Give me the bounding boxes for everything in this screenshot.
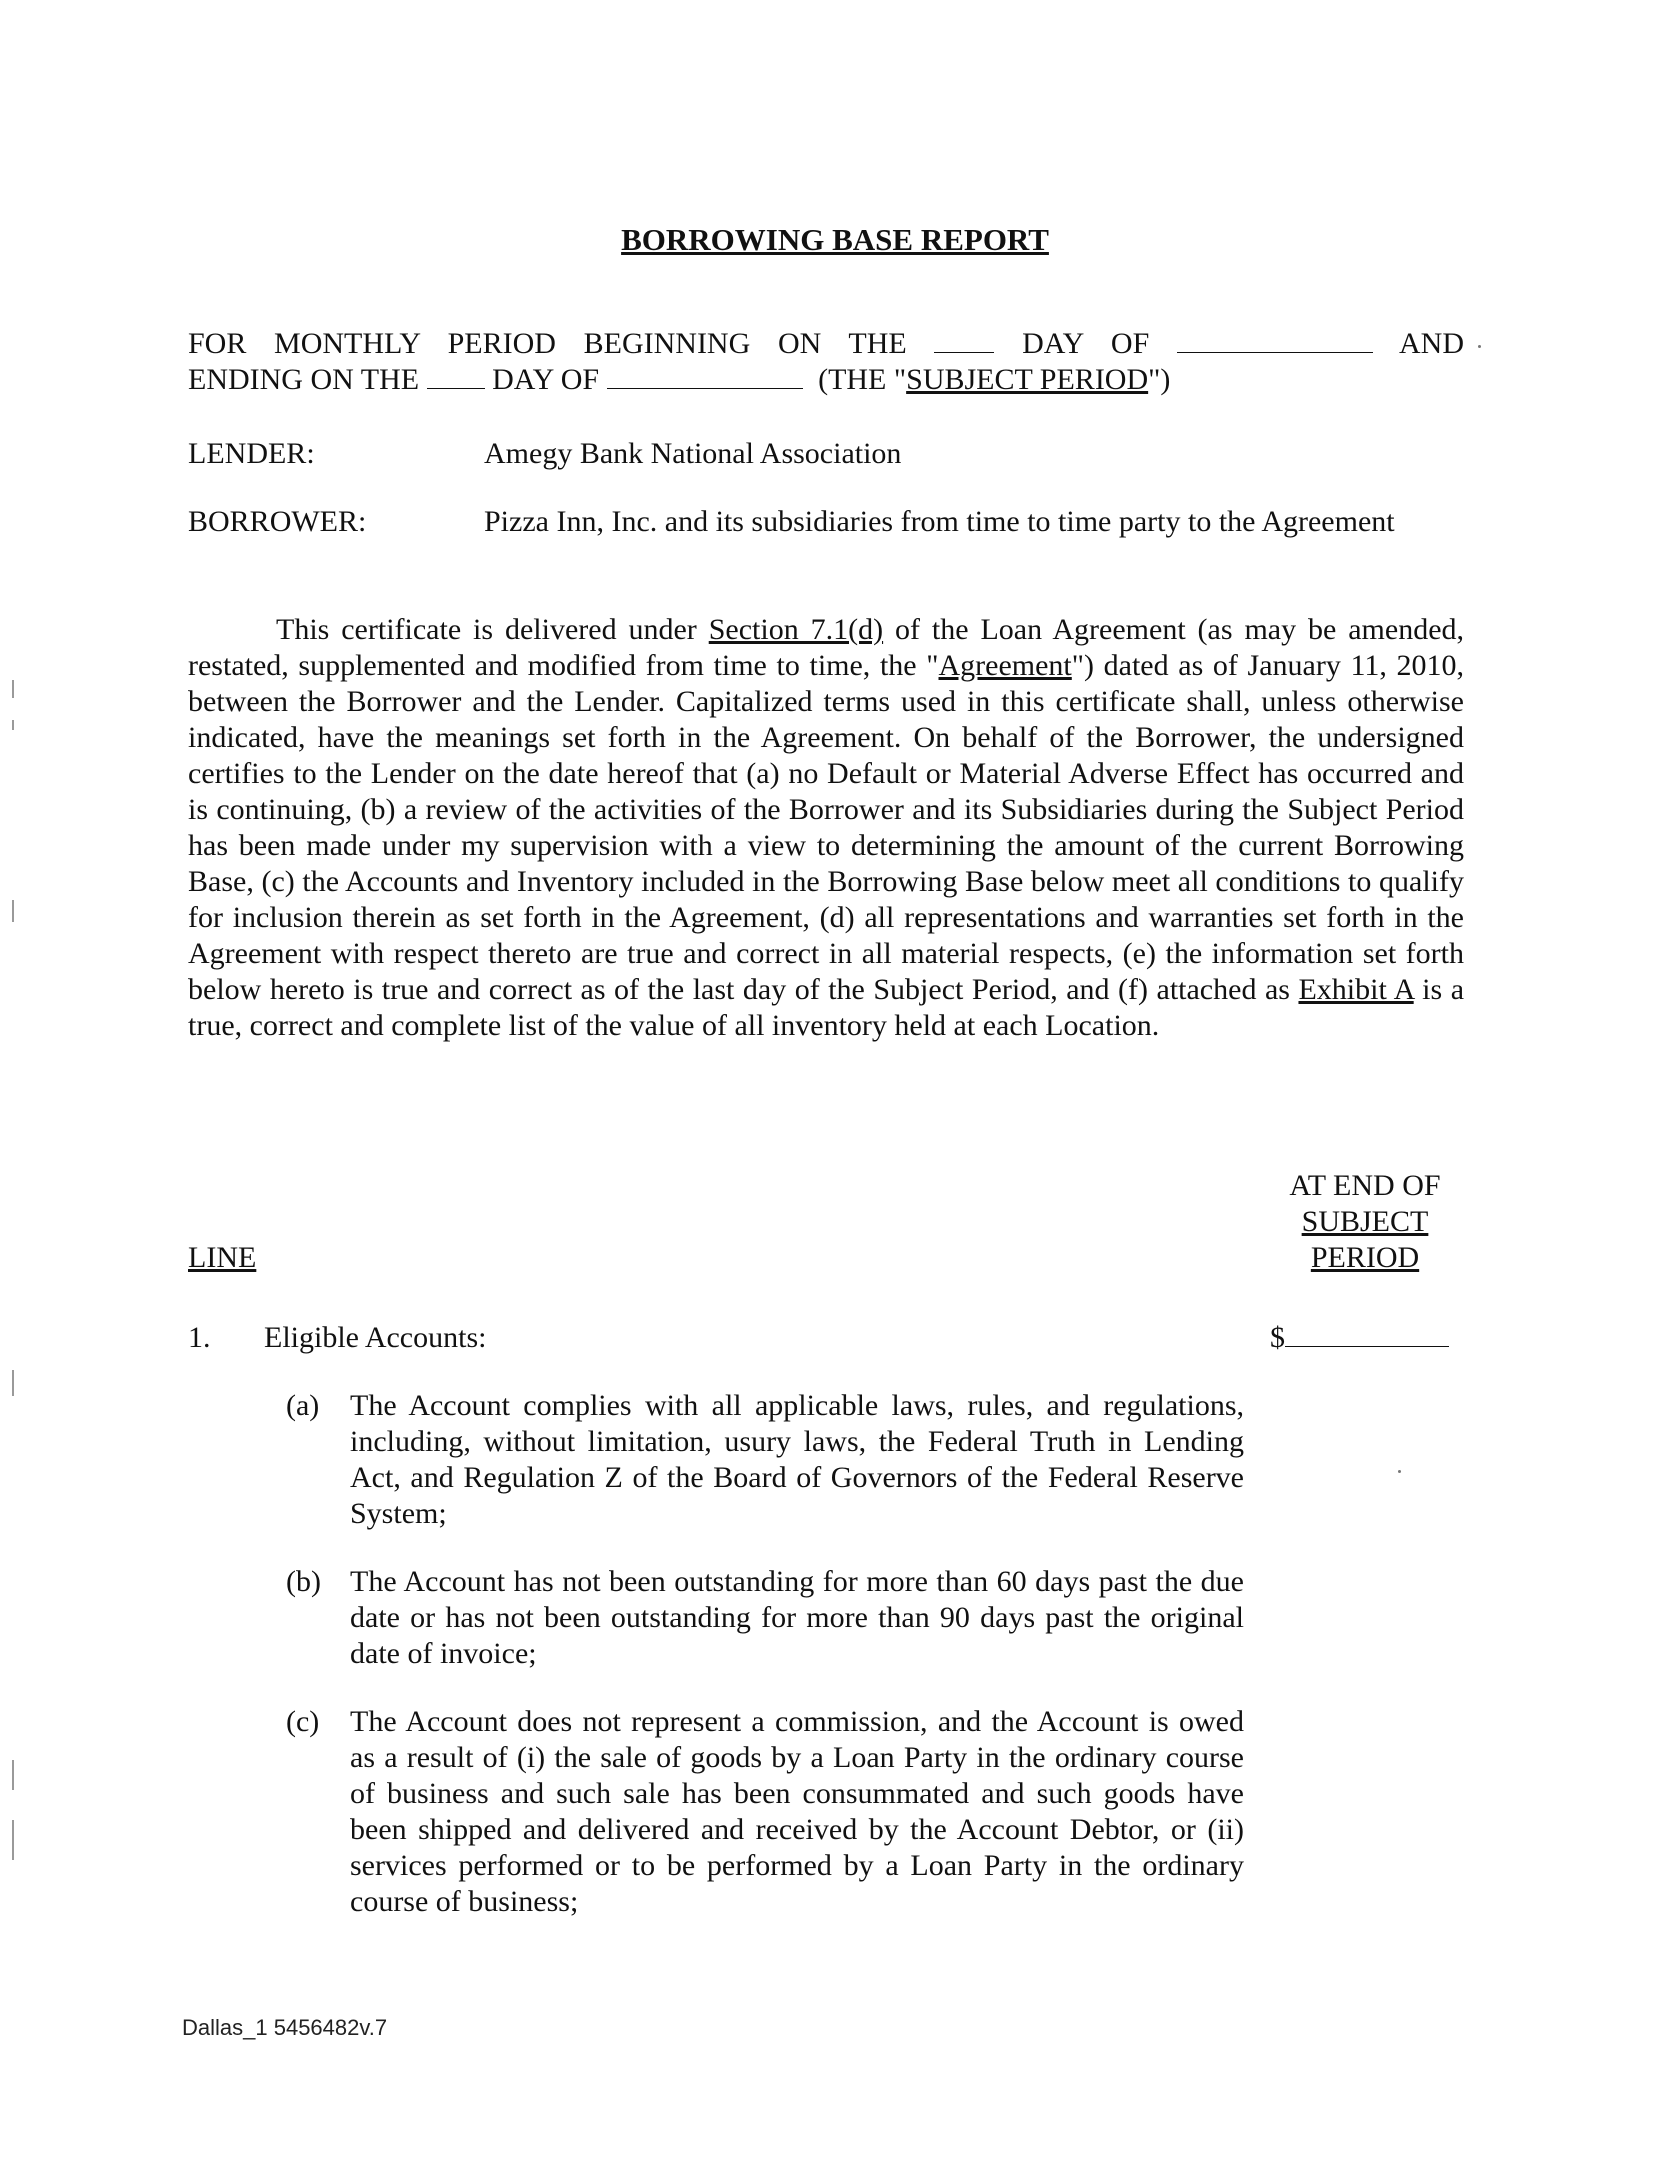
- period-day-of-text: DAY OF: [1022, 327, 1150, 360]
- section-reference: Section 7.1(d): [708, 613, 884, 646]
- scan-artifact: [12, 680, 14, 698]
- period-begin-text: FOR MONTHLY PERIOD BEGINNING ON THE: [188, 327, 907, 360]
- condition-a-text: The Account complies with all applicable laws, rules, and regulations, including, without limitation, usury laws, the Federal Truth in Lending Act, and Regulation Z of the Board of Governors of the Federal Reserve System;: [350, 1389, 1244, 1530]
- period-ending-text: ENDING ON THE: [188, 363, 420, 396]
- period-day-of-text-2: DAY OF: [492, 363, 600, 396]
- period-and-text: AND: [1399, 327, 1464, 360]
- column-header: [1240, 1168, 1490, 1276]
- line-1-number: 1.: [188, 1321, 211, 1354]
- subject-period-term: SUBJECT PERIOD: [906, 363, 1149, 396]
- condition-b-mark: (b): [286, 1565, 321, 1598]
- borrower-label: BORROWER:: [188, 505, 367, 538]
- scan-artifact: [12, 1820, 14, 1860]
- column-header-line-2: SUBJECT: [1301, 1205, 1429, 1238]
- document-footer-id: Dallas_1 5456482v.7: [182, 2015, 388, 2040]
- line-1-label: Eligible Accounts:: [264, 1321, 487, 1354]
- subject-period-post: "): [1148, 363, 1171, 396]
- scan-artifact: [12, 900, 14, 922]
- certificate-text-1: This certificate is delivered under: [276, 613, 709, 646]
- column-header-line-1: AT END OF: [1289, 1169, 1441, 1202]
- scan-artifact: [12, 720, 14, 730]
- scan-artifact: [1478, 345, 1481, 348]
- period-line-1: [188, 326, 1464, 362]
- eligible-accounts-amount-blank[interactable]: [1285, 1320, 1449, 1347]
- condition-b-text: The Account has not been outstanding for more than 60 days past the due date or has not been outstanding for more than 90 days past the original date of invoice;: [350, 1565, 1244, 1670]
- scan-artifact: [1398, 1470, 1401, 1473]
- condition-c-mark: (c): [286, 1705, 320, 1738]
- column-header-line-3: PERIOD: [1310, 1241, 1420, 1274]
- certificate-text-3: ") dated as of January 11, 2010, between the Borrower and the Lender. Capitalized terms used in this certificate shall, unless otherwise indicated, have the meanings set forth in the Agreement. On behalf of the Borrower, the undersigned certifies to the Lender on the date hereof that (a) no Default or Material Adverse Effect has occurred and is continuing, (b) a review of the activities of the Borrower and its Subsidiaries during the Subject Period has been made under my supervision with a view to determining the amount of the current Borrowing Base, (c) the Accounts and Inventory included in the Borrowing Base below meet all conditions to qualify for inclusion therein as set forth in the Agreement, (d) all representations and warranties set forth in the Agreement with respect thereto are true and correct in all material respects, (e) the information set forth below hereto is true and correct as of the last day of the Subject Period, and (f) attached as: [188, 649, 1464, 1006]
- line-1-amount: [1270, 1320, 1449, 1356]
- certificate-paragraph: [188, 612, 1464, 1044]
- document-title: BORROWING BASE REPORT: [621, 222, 1049, 257]
- condition-c-text: The Account does not represent a commission, and the Account is owed as a result of (i) the sale of goods by a Loan Party in the ordinary course of business and such sale has been consummated and such goods have been shipped and delivered and received by the Account Debtor, or (ii) services performed or to be performed by a Loan Party in the ordinary course of business;: [350, 1705, 1244, 1918]
- certificate-text-4: is a true, correct and complete list of the value of all inventory held at each Location.: [188, 973, 1465, 1042]
- agreement-reference: Agreement: [938, 649, 1072, 682]
- scan-artifact: [12, 1760, 14, 1790]
- certificate-text-2: of the Loan Agreement (as may be amended, restated, supplemented and modified from time to time, the ": [188, 613, 1465, 682]
- lender-label: LENDER:: [188, 437, 315, 470]
- lender-value: Amegy Bank National Association: [484, 437, 902, 470]
- period-line-2: [188, 362, 1170, 398]
- currency-symbol: $: [1270, 1321, 1285, 1354]
- scan-artifact: [12, 1370, 14, 1396]
- begin-month-blank[interactable]: [1177, 326, 1373, 353]
- line-column-header: LINE: [188, 1241, 257, 1274]
- condition-a-mark: (a): [286, 1389, 320, 1422]
- end-day-blank[interactable]: [427, 362, 485, 389]
- end-month-blank[interactable]: [607, 362, 803, 389]
- exhibit-reference: Exhibit A: [1298, 973, 1414, 1006]
- subject-period-pre: (THE ": [818, 363, 907, 396]
- borrower-value: Pizza Inn, Inc. and its subsidiaries from time to time party to the Agreement: [484, 505, 1395, 538]
- begin-day-blank[interactable]: [934, 326, 994, 353]
